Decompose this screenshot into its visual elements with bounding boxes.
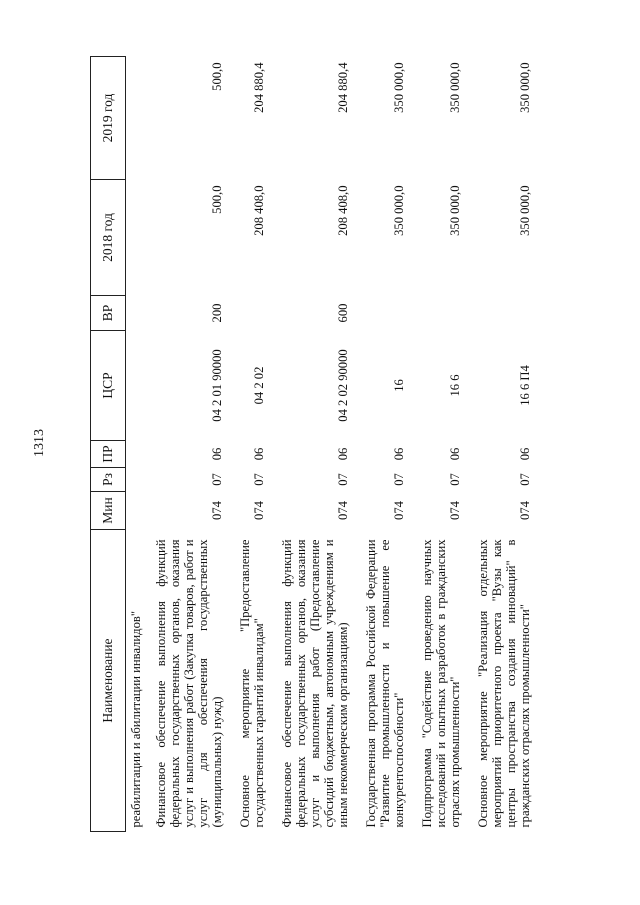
row-pr: 06 [518,447,532,461]
row-2019: 350 000,0 [518,62,532,113]
header-rz: Рз [91,468,126,492]
row-name: Основное мероприятие "Реализация отдельных мероприятий приоритетного проекта "Вузы как центры пространства создания инноваций" в гражданских отраслях промышленности" [476,539,532,828]
row-name: Подпрограмма "Содействие проведению научных исследований и опытных разработок в гражданских отраслях промышленности" [420,539,462,828]
row-min: 074 [252,501,266,520]
row-rz: 07 [392,473,406,486]
row-csr: 04 2 02 90000 [336,349,350,422]
table-header-row [91,57,126,832]
header-name: Наименование [91,530,126,832]
row-name: Финансовое обеспечение выполнения функций федеральных государственных органов, оказания услуг и выполнения работ (Предоставление субсидий бюджетным, автономным учреждениям и иным некоммерческим организациям) [280,539,350,828]
row-2019 [126,57,147,180]
row-rz: 07 [518,473,532,486]
header-2019: 2019 год [91,57,126,180]
row-2019: 350 000,0 [392,62,406,113]
row-pr: 06 [392,447,406,461]
row-2019: 204 880,4 [252,62,266,113]
row-rz [126,468,147,492]
row-min: 074 [448,501,462,520]
header-2018: 2018 год [91,180,126,296]
row-pr: 06 [210,447,224,461]
row-vr [126,296,147,331]
header-pr: ПР [91,441,126,468]
table-row [272,57,356,832]
table-row [146,57,230,832]
row-name: Основное мероприятие "Предоставление государственных гарантий инвалидам" [238,539,266,828]
row-min: 074 [518,501,532,520]
row-pr: 06 [252,447,266,461]
row-name: Финансовое обеспечение выполнения функций федеральных государственных органов, оказания услуг и выполнения работ (Закупка товаров, работ и услуг для обеспечения государственных (муниципальных) нужд) [154,539,224,828]
row-min: 074 [210,501,224,520]
row-vr [412,296,468,331]
row-name: Государственная программа Российской Федерации "Развитие промышленности и повышение ее конкурентоспособности" [364,539,406,828]
row-min: 074 [336,501,350,520]
table-row [126,57,147,832]
row-2018: 500,0 [210,185,224,214]
row-vr [468,296,538,331]
header-vr: ВР [91,296,126,331]
row-2018 [126,180,147,296]
table-row [412,57,468,832]
row-csr: 04 2 02 [252,366,266,405]
row-rz: 07 [448,473,462,486]
row-pr: 06 [448,447,462,461]
page-number: 1313 [32,429,47,457]
row-csr: 04 2 01 90000 [210,349,224,422]
row-2019: 204 880,4 [336,62,350,113]
row-vr: 600 [336,303,350,323]
row-min [126,492,147,530]
row-csr: 16 6 [448,374,462,397]
row-2019: 350 000,0 [448,62,462,113]
row-pr: 06 [336,447,350,461]
table-row [468,57,538,832]
table-row [230,57,272,832]
row-rz: 07 [336,473,350,486]
row-2019: 500,0 [210,62,224,91]
row-rz: 07 [210,473,224,486]
row-vr [356,296,412,331]
row-csr: 16 6 П4 [518,365,532,406]
row-2018: 208 408,0 [336,185,350,236]
row-vr [230,296,272,331]
row-rz: 07 [252,473,266,486]
row-vr: 200 [210,303,224,323]
budget-table [90,56,538,832]
table-row [356,57,412,832]
row-2018: 208 408,0 [252,185,266,236]
row-2018: 350 000,0 [448,185,462,236]
row-csr: 16 [392,379,406,392]
header-min: Мин [91,492,126,530]
row-pr [126,441,147,468]
row-name: реабилитации и абилитации инвалидов" [129,611,143,828]
row-2018: 350 000,0 [392,185,406,236]
budget-table-container [90,57,585,832]
row-min: 074 [392,501,406,520]
row-2018: 350 000,0 [518,185,532,236]
header-csr: ЦСР [91,331,126,441]
row-csr [126,331,147,441]
